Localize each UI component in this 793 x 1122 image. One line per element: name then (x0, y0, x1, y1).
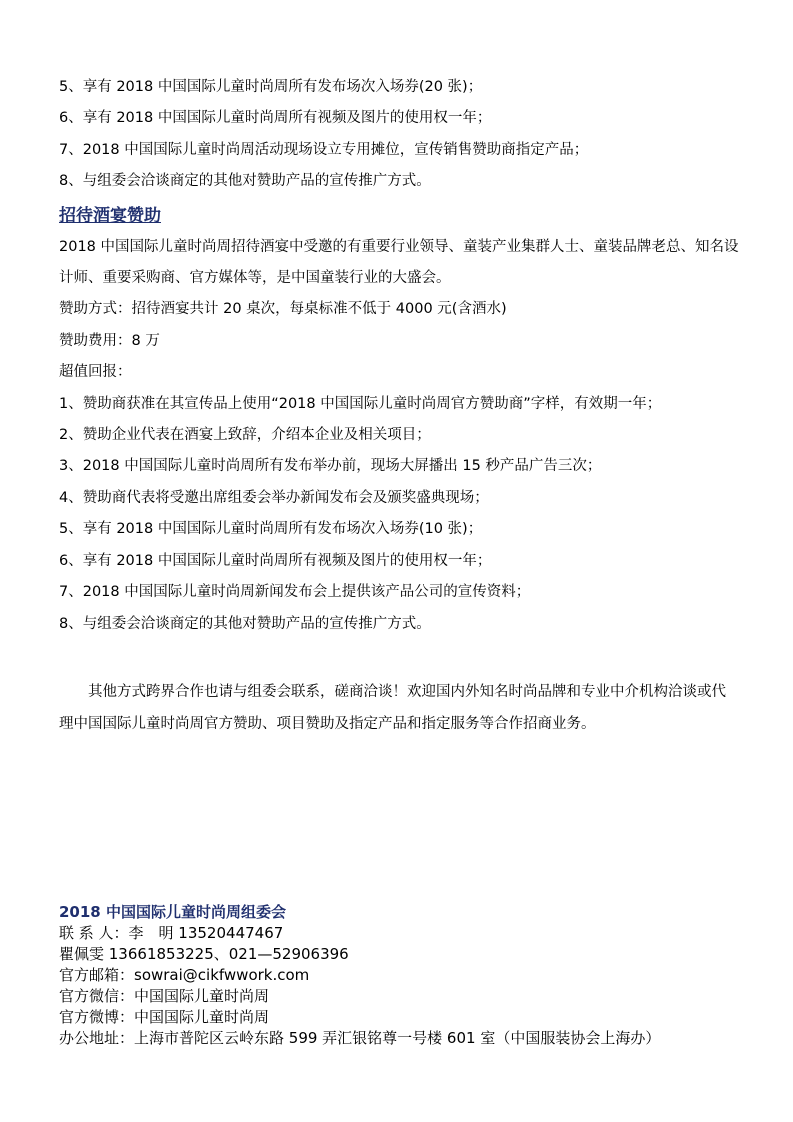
contact-person-2: 瞿佩雯 13661853225、021—52906396 (59, 945, 349, 963)
list-item: 5、享有 2018 中国国际儿童时尚周所有发布场次入场券(20 张)； (59, 79, 483, 95)
list-item: 8、与组委会洽谈商定的其他对赞助产品的宣传推广方式。 (59, 615, 431, 632)
closing-paragraph: 其他方式跨界合作也请与组委会联系，磋商洽谈！欢迎国内外知名时尚品牌和专业中介机构洽谈或代理中国国际儿童时尚周官方赞助、项目赞助及指定产品和指定服务等合作招商业务。 (59, 683, 726, 732)
list-item: 1、赞助商获准在其宣传品上使用“2018 中国国际儿童时尚周官方赞助商”字样，有效期一年； (59, 395, 662, 412)
list-item: 7、2018 中国国际儿童时尚周活动现场设立专用摊位，宣传销售赞助商指定产品； (59, 141, 589, 158)
list-item: 3、2018 中国国际儿童时尚周所有发布举办前，现场大屏播出 15 秒产品广告三次； (59, 458, 602, 475)
contact-title: 2018 中国国际儿童时尚周组委会 (59, 903, 286, 921)
returns-label: 超值回报： (59, 364, 132, 381)
document-body (59, 72, 739, 740)
list-item: 8、与组委会洽谈商定的其他对赞助产品的宣传推广方式。 (59, 173, 431, 190)
list-item: 7、2018 中国国际儿童时尚周新闻发布会上提供该产品公司的宣传资料； (59, 584, 531, 601)
sponsor-fee: 赞助费用：8 万 (59, 332, 160, 349)
sponsor-method: 赞助方式：招待酒宴共计 20 桌次，每桌标准不低于 4000 元(含酒水) (59, 301, 507, 318)
section-heading: 招待酒宴赞助 (59, 205, 161, 226)
contact-wechat: 官方微信：中国国际儿童时尚周 (59, 987, 270, 1005)
contact-email: 官方邮箱：sowrai@cikfwwork.com (59, 966, 310, 984)
list-item: 4、赞助商代表将受邀出席组委会举办新闻发布会及颁奖盛典现场； (59, 489, 489, 506)
contact-person-1: 联 系 人：李 明 13520447467 (59, 924, 284, 942)
list-item: 5、享有 2018 中国国际儿童时尚周所有发布场次入场券(10 张)； (59, 521, 483, 538)
section-intro: 2018 中国国际儿童时尚周招待酒宴中受邀的有重要行业领导、童装产业集群人士、童装品牌老总、知名设计师、重要采购商、官方媒体等，是中国童装行业的大盛会。 (59, 238, 739, 287)
spacer (59, 640, 739, 676)
contact-address: 办公地址：上海市普陀区云岭东路 599 弄汇银铭尊一号楼 601 室（中国服装协会上海办） (59, 1029, 661, 1047)
list-item: 6、享有 2018 中国国际儿童时尚周所有视频及图片的使用权一年； (59, 552, 492, 569)
contact-block (59, 902, 739, 1049)
list-item: 6、享有 2018 中国国际儿童时尚周所有视频及图片的使用权一年； (59, 110, 492, 127)
contact-weibo: 官方微博：中国国际儿童时尚周 (59, 1008, 270, 1026)
list-item: 2、赞助企业代表在酒宴上致辞，介绍本企业及相关项目； (59, 427, 431, 444)
